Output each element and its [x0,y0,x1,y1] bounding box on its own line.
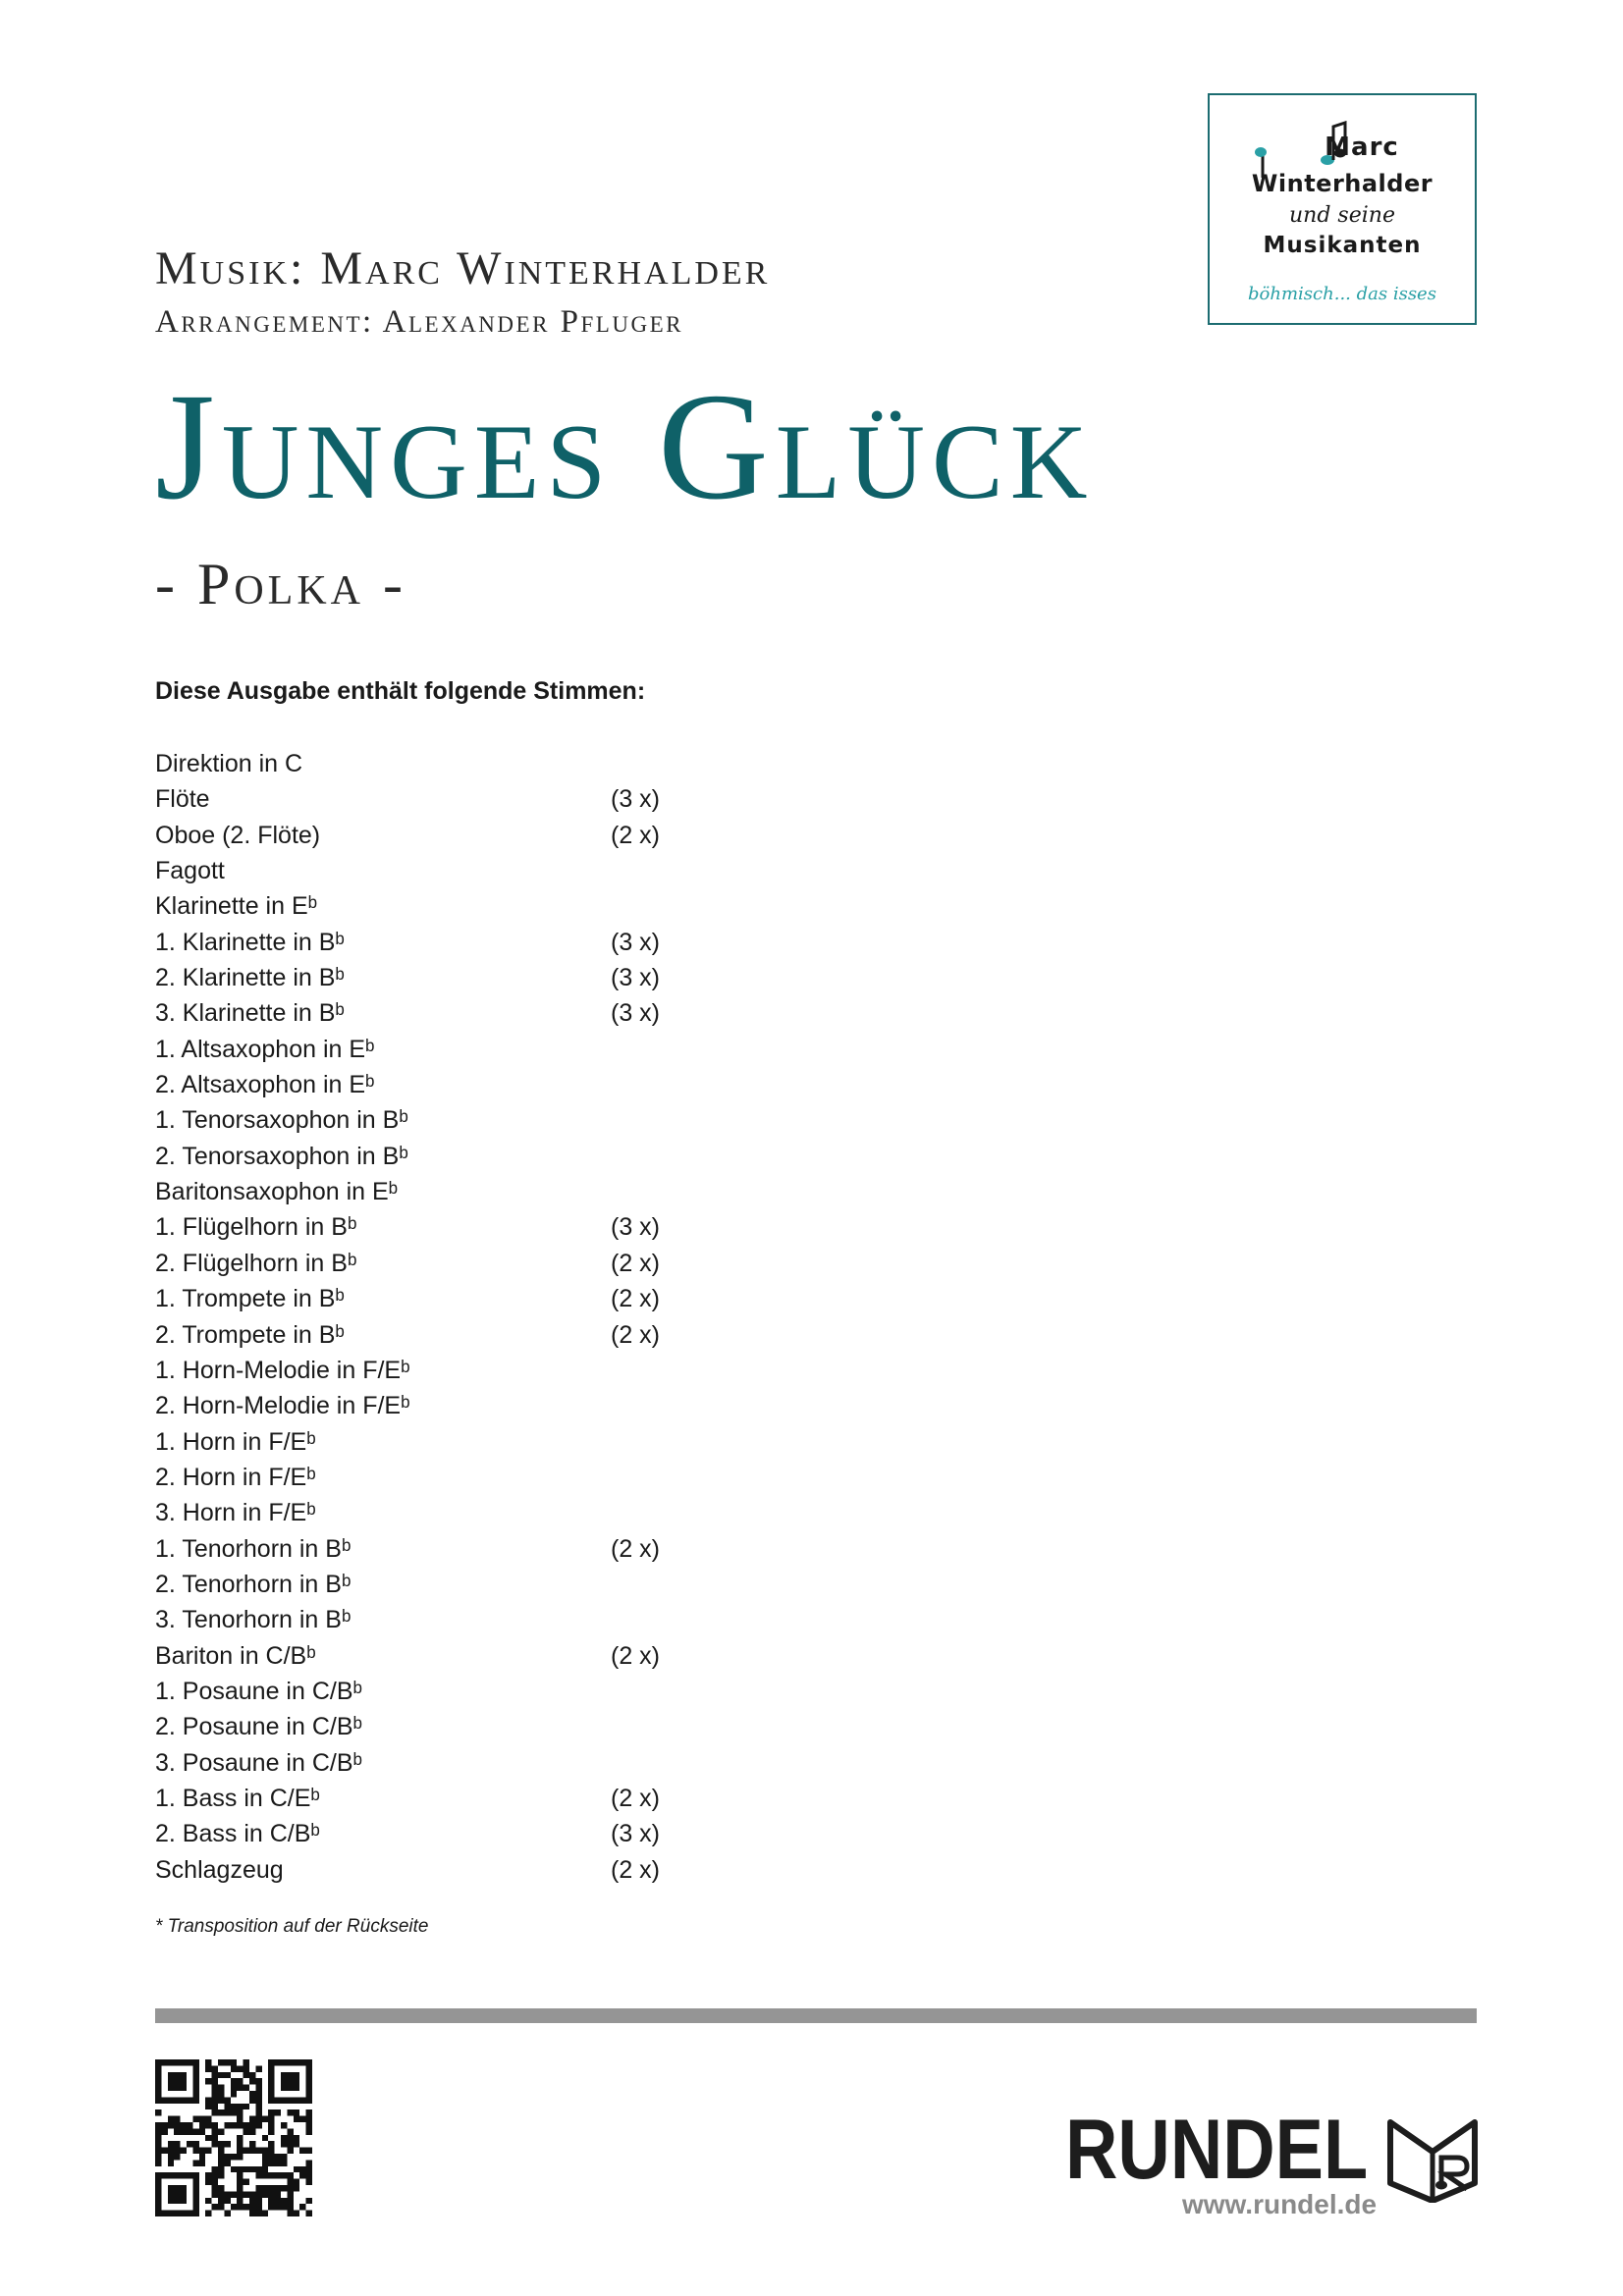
part-count: (2 x) [611,1641,660,1670]
part-name: 1. Tenorhorn in Bᵇ [155,1534,352,1563]
part-count: (2 x) [611,1249,660,1277]
part-name: 1. Horn-Melodie in F/Eᵇ [155,1356,410,1384]
part-row [155,1209,685,1245]
part-name: Direktion in C [155,750,303,777]
part-name: Oboe (2. Flöte) [155,821,321,849]
part-name: 2. Horn-Melodie in F/Eᵇ [155,1392,410,1420]
part-count: (2 x) [611,1784,660,1812]
part-name: 3. Tenorhorn in Bᵇ [155,1606,352,1634]
part-row [155,888,685,924]
page-subtitle: - Polka - [155,552,406,616]
part-name: Klarinette in Eᵇ [155,892,318,921]
part-row [155,1281,685,1316]
part-row [155,1246,685,1281]
logo-slogan: böhmisch... das isses [1248,284,1436,304]
part-name: 1. Bass in C/Eᵇ [155,1784,320,1812]
divider-rule [155,2008,1477,2023]
part-count: (3 x) [611,999,660,1028]
part-name: 1. Flügelhorn in Bᵇ [155,1213,357,1242]
part-count: (3 x) [611,1820,660,1848]
part-name: 1. Horn in F/Eᵇ [155,1427,316,1456]
part-count: (2 x) [611,1855,660,1884]
part-count: (3 x) [611,928,660,956]
logo-line-und-seine: und seine [1289,203,1395,228]
part-count: (2 x) [611,1320,660,1349]
qr-code-icon [155,2059,312,2216]
part-name: 2. Trompete in Bᵇ [155,1320,345,1349]
part-name: Fagott [155,857,225,885]
band-logo [1208,93,1477,325]
part-row [155,1388,685,1423]
part-name: 2. Tenorhorn in Bᵇ [155,1570,352,1598]
part-row [155,1781,685,1816]
part-name: Schlagzeug [155,1855,284,1884]
part-row [155,1460,685,1495]
part-row [155,1424,685,1460]
part-row [155,746,685,781]
part-name: Flöte [155,785,210,814]
part-row [155,1102,685,1138]
part-row [155,781,685,817]
publisher-logo-text: RUNDEL [1065,2103,1369,2197]
part-row [155,1317,685,1353]
part-count: (2 x) [611,1285,660,1313]
part-name: 1. Tenorsaxophon in Bᵇ [155,1106,408,1135]
part-row [155,995,685,1031]
part-name: 3. Posaune in C/Bᵇ [155,1748,362,1777]
part-row [155,1674,685,1709]
part-row [155,1816,685,1851]
part-row [155,960,685,995]
part-name: 2. Klarinette in Bᵇ [155,964,345,992]
part-row [155,1174,685,1209]
part-name: 1. Klarinette in Bᵇ [155,928,345,956]
part-name: Bariton in C/Bᵇ [155,1641,316,1670]
part-row [155,1139,685,1174]
part-name: Baritonsaxophon in Eᵇ [155,1178,399,1206]
part-name: 2. Altsaxophon in Eᵇ [155,1071,375,1099]
parts-heading: Diese Ausgabe enthält folgende Stimmen: [155,677,646,705]
part-row [155,925,685,960]
part-row [155,853,685,888]
part-count: (2 x) [611,821,660,849]
part-count: (3 x) [611,1213,660,1242]
part-name: 3. Klarinette in Bᵇ [155,999,345,1028]
part-row [155,1353,685,1388]
logo-line-musikanten: Musikanten [1263,233,1422,258]
logo-line-marc: Marc [1325,133,1399,162]
parts-list [155,746,685,1888]
part-name: 1. Posaune in C/Bᵇ [155,1677,362,1705]
part-row [155,1638,685,1674]
composer-credit: Musik: Marc Winterhalder [155,242,771,294]
part-count: (3 x) [611,964,660,992]
part-count: (2 x) [611,1534,660,1563]
part-row [155,1709,685,1744]
part-name: 2. Flügelhorn in Bᵇ [155,1249,357,1277]
part-row [155,1531,685,1567]
publisher-url: www.rundel.de [1182,2189,1378,2219]
arranger-credit: Arrangement: Alexander Pfluger [155,304,683,340]
part-name: 3. Horn in F/Eᵇ [155,1499,316,1527]
part-name: 1. Trompete in Bᵇ [155,1285,345,1313]
rundel-mark-icon [1386,2112,1479,2203]
credits-block [155,240,770,344]
part-name: 2. Posaune in C/Bᵇ [155,1713,362,1741]
logo-line-winterhalder: Winterhalder [1251,170,1434,197]
part-row [155,1567,685,1602]
part-row [155,1032,685,1067]
part-name: 2. Tenorsaxophon in Bᵇ [155,1142,408,1170]
page-title: Junges Glück [155,361,1095,531]
part-row [155,1067,685,1102]
part-row [155,1852,685,1888]
part-row [155,1602,685,1637]
footnote: * Transposition auf der Rückseite [155,1916,429,1937]
part-row [155,1745,685,1781]
part-row [155,1495,685,1530]
part-name: 2. Bass in C/Bᵇ [155,1820,320,1848]
part-name: 1. Altsaxophon in Eᵇ [155,1035,375,1063]
part-name: 2. Horn in F/Eᵇ [155,1463,316,1491]
part-count: (3 x) [611,785,660,814]
part-row [155,818,685,853]
